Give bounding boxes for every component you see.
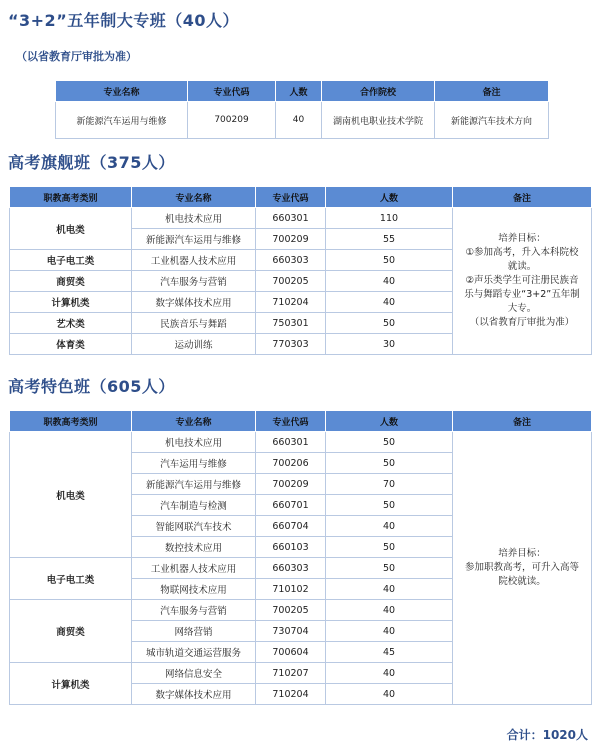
major-code: 660704 (256, 516, 326, 537)
section3-title: 高考特色班（605人） (8, 377, 175, 396)
student-count: 50 (326, 453, 453, 474)
remark: 新能源汽车技术方向 (435, 102, 549, 139)
student-count: 40 (326, 663, 453, 684)
major-code: 770303 (256, 334, 326, 355)
table-header-row (56, 81, 549, 102)
major-code: 700205 (256, 271, 326, 292)
major-code: 660701 (256, 495, 326, 516)
total-count: 合计：1020人 (506, 728, 588, 742)
major-name: 新能源汽车运用与维修 (56, 102, 188, 139)
student-count: 40 (326, 684, 453, 705)
table-header-row (10, 187, 592, 208)
student-count: 40 (326, 621, 453, 642)
student-count: 50 (326, 537, 453, 558)
category-cell: 商贸类 (10, 271, 132, 292)
major-name: 网络信息安全 (132, 663, 256, 684)
header-code: 专业代码 (256, 411, 326, 432)
remark-line: 培养目标： (498, 233, 546, 244)
major-name: 机电技术应用 (132, 432, 256, 453)
major-code: 700209 (256, 474, 326, 495)
student-count: 40 (276, 102, 322, 139)
remark-line: 参加职教高考，可升入高等 (464, 562, 579, 573)
category-cell: 电子电工类 (10, 250, 132, 271)
major-code: 700604 (256, 642, 326, 663)
major-code: 730704 (256, 621, 326, 642)
student-count: 70 (326, 474, 453, 495)
student-count: 30 (326, 334, 453, 355)
remark-line: 就读。 (507, 261, 537, 272)
major-name: 汽车运用与维修 (132, 453, 256, 474)
student-count: 110 (326, 208, 453, 229)
student-count: 40 (326, 579, 453, 600)
major-name: 数字媒体技术应用 (132, 292, 256, 313)
student-count: 50 (326, 313, 453, 334)
major-code: 700206 (256, 453, 326, 474)
major-name: 机电技术应用 (132, 208, 256, 229)
major-name: 工业机器人技术应用 (132, 558, 256, 579)
student-count: 40 (326, 516, 453, 537)
header-remark: 备注 (453, 411, 592, 432)
section2-title: 高考旗舰班（375人） (8, 153, 175, 172)
student-count: 40 (326, 600, 453, 621)
student-count: 50 (326, 495, 453, 516)
major-name: 数字媒体技术应用 (132, 684, 256, 705)
category-cell: 商贸类 (10, 600, 132, 663)
major-code: 660301 (256, 432, 326, 453)
remark-line: 乐与舞蹈专业“3+2”五年制 (464, 289, 580, 300)
major-code: 700205 (256, 600, 326, 621)
header-major: 专业名称 (56, 81, 188, 102)
major-code: 660303 (256, 250, 326, 271)
major-name: 民族音乐与舞蹈 (132, 313, 256, 334)
major-name: 物联网技术应用 (132, 579, 256, 600)
major-code: 710207 (256, 663, 326, 684)
header-category: 职教高考类别 (10, 187, 132, 208)
student-count: 50 (326, 250, 453, 271)
student-count: 40 (326, 271, 453, 292)
table-row (10, 208, 592, 229)
major-code: 710204 (256, 292, 326, 313)
remark-cell (453, 208, 592, 355)
major-code: 700209 (256, 229, 326, 250)
section1-title: “3+2”五年制大专班（40人） (8, 11, 239, 30)
remark-line: 培养目标： (498, 548, 546, 559)
remark-line: 院校就读。 (498, 576, 546, 587)
remark-line: ①参加高考，升入本科院校 (465, 247, 579, 258)
header-count: 人数 (326, 187, 453, 208)
student-count: 45 (326, 642, 453, 663)
major-name: 汽车服务与营销 (132, 271, 256, 292)
category-cell: 艺术类 (10, 313, 132, 334)
table-3plus2 (55, 80, 549, 139)
major-name: 网络营销 (132, 621, 256, 642)
remark-line: 大专。 (507, 303, 537, 314)
major-code: 660301 (256, 208, 326, 229)
major-name: 工业机器人技术应用 (132, 250, 256, 271)
header-code: 专业代码 (256, 187, 326, 208)
student-count: 50 (326, 558, 453, 579)
major-name: 汽车制造与检测 (132, 495, 256, 516)
category-cell: 计算机类 (10, 663, 132, 705)
header-category: 职教高考类别 (10, 411, 132, 432)
remark-line: （以省教育厅审批为准） (469, 317, 575, 328)
major-name: 运动训练 (132, 334, 256, 355)
partner-school: 湖南机电职业技术学院 (322, 102, 435, 139)
table-row (10, 432, 592, 453)
header-remark: 备注 (435, 81, 549, 102)
category-cell: 计算机类 (10, 292, 132, 313)
major-code: 700209 (188, 102, 276, 139)
student-count: 55 (326, 229, 453, 250)
section1-approval-note: （以省教育厅审批为准） (16, 50, 137, 63)
major-name: 城市轨道交通运营服务 (132, 642, 256, 663)
header-count: 人数 (326, 411, 453, 432)
major-name: 新能源汽车运用与维修 (132, 474, 256, 495)
remark-cell (453, 432, 592, 705)
header-school: 合作院校 (322, 81, 435, 102)
student-count: 40 (326, 292, 453, 313)
category-cell: 机电类 (10, 432, 132, 558)
major-code: 710102 (256, 579, 326, 600)
header-code: 专业代码 (188, 81, 276, 102)
major-code: 660303 (256, 558, 326, 579)
major-code: 710204 (256, 684, 326, 705)
table-featured (9, 410, 592, 705)
category-cell: 电子电工类 (10, 558, 132, 600)
remark-line: ②声乐类学生可注册民族音 (465, 275, 579, 286)
major-code: 750301 (256, 313, 326, 334)
major-name: 数控技术应用 (132, 537, 256, 558)
header-major: 专业名称 (132, 411, 256, 432)
header-major: 专业名称 (132, 187, 256, 208)
category-cell: 机电类 (10, 208, 132, 250)
student-count: 50 (326, 432, 453, 453)
major-name: 智能网联汽车技术 (132, 516, 256, 537)
major-name: 汽车服务与营销 (132, 600, 256, 621)
table-row (56, 102, 549, 139)
table-flagship (9, 186, 592, 355)
table-header-row (10, 411, 592, 432)
major-code: 660103 (256, 537, 326, 558)
header-count: 人数 (276, 81, 322, 102)
major-name: 新能源汽车运用与维修 (132, 229, 256, 250)
header-remark: 备注 (453, 187, 592, 208)
category-cell: 体育类 (10, 334, 132, 355)
